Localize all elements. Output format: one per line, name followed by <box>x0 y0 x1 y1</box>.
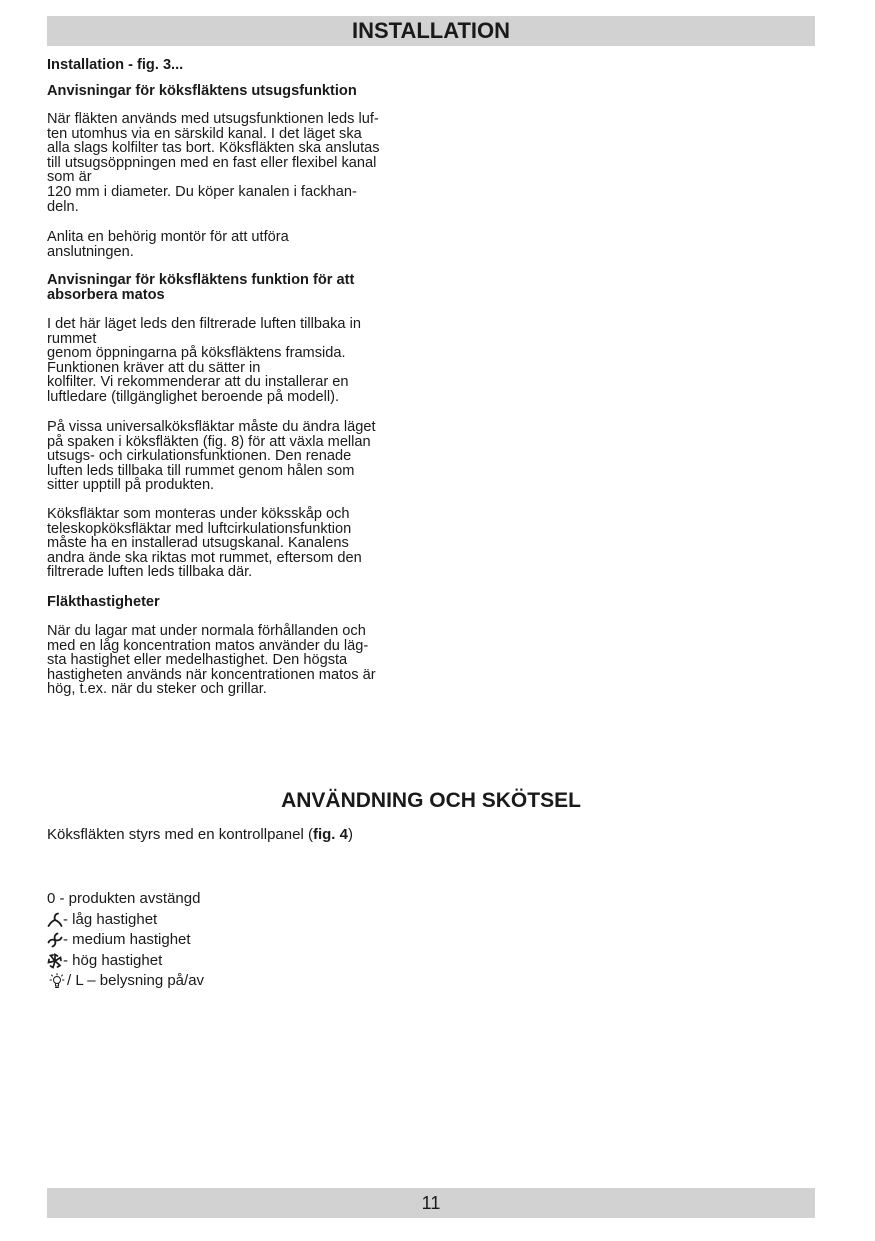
header-banner <box>47 16 815 46</box>
telescopic-hood-paragraph <box>47 507 422 580</box>
page-number: 11 <box>421 1193 441 1213</box>
legend-item-off <box>47 889 204 910</box>
text-line: När du lagar mat under normala förhållanden och <box>47 623 366 639</box>
text-line: 120 mm i diameter. Du köper kanalen i fackhan- <box>47 183 357 200</box>
legend-label-low: - låg hastighet <box>63 910 158 928</box>
fitter-paragraph <box>47 230 422 259</box>
fan-low-icon <box>47 912 63 928</box>
text-line: utsugs- och cirkulationsfunktionen. Den renade <box>47 448 352 465</box>
text-line: som är <box>47 169 92 186</box>
text-line: I det här läget leds den filtrerade luften tillbaka in <box>47 316 361 332</box>
heading-line: absorbera matos <box>47 286 165 303</box>
usage-heading: ANVÄNDNING OCH SKÖTSEL <box>281 789 581 812</box>
fan-speeds-heading: Fläkthastigheter <box>47 594 160 610</box>
exhaust-heading: Anvisningar för köksfläktens utsugsfunktion <box>47 83 357 99</box>
intro-text: Köksfläkten styrs med en kontrollpanel ( <box>47 826 313 843</box>
text-line: luften leds tillbaka till rummet genom hålen som <box>47 462 355 479</box>
intro-text-end: ) <box>347 826 353 843</box>
fan-speeds-paragraph <box>47 624 422 697</box>
legend-item-high <box>47 951 204 972</box>
recirculation-paragraph <box>47 317 422 405</box>
fan-high-icon <box>47 953 63 969</box>
legend-label-medium: - medium hastighet <box>63 931 191 948</box>
text-line: på spaken i köksfläkten (fig. 8) för att växla mellan <box>47 433 371 450</box>
heading-line: Anvisningar för köksfläktens funktion för att <box>47 272 355 288</box>
recirculation-heading <box>47 273 422 302</box>
usage-intro <box>47 827 353 843</box>
text-line: På vissa universalköksfläktar måste du ändra läget <box>47 419 376 435</box>
control-panel-legend <box>47 889 204 992</box>
legend-label-light: / L – belysning på/av <box>67 972 205 989</box>
text-line: Köksfläktar som monteras under köksskåp och <box>47 506 350 522</box>
text-line: deln. <box>47 198 79 215</box>
text-line: genom öppningarna på köksfläktens framsida. <box>47 345 346 362</box>
text-line: hastigheten används när koncentrationen matos är <box>47 666 376 683</box>
text-line: sitter upptill på produkten. <box>47 477 215 494</box>
text-line: andra ände ska riktas mot rummet, eftersom den <box>47 549 362 566</box>
legend-item-medium <box>47 930 204 951</box>
text-line: till utsugsöppningen med en fast eller flexibel kanal <box>47 154 377 171</box>
text-line: filtrerade luften leds tillbaka där. <box>47 564 253 581</box>
legend-item-light <box>47 971 204 992</box>
text-line: När fläkten används med utsugsfunktionen leds luf- <box>47 111 379 127</box>
text-line: rummet <box>47 330 97 347</box>
text-line: ten utomhus via en särskild kanal. I det läget ska <box>47 125 362 142</box>
text-line: hög, t.ex. när du steker och grillar. <box>47 681 267 698</box>
fan-medium-icon <box>47 932 63 948</box>
text-line: Anlita en behörig montör för att utföra <box>47 229 289 245</box>
text-line: kolfilter. Vi rekommenderar att du installerar en <box>47 374 349 391</box>
legend-label-high: - hög hastighet <box>63 951 163 969</box>
exhaust-paragraph <box>47 112 422 214</box>
installation-fig-heading: Installation - fig. 3... <box>47 57 184 73</box>
footer-banner <box>47 1188 815 1218</box>
text-line: måste ha en installerad utsugskanal. Kanalens <box>47 535 349 552</box>
light-bulb-icon <box>47 973 67 989</box>
text-line: luftledare (tillgänglighet beroende på modell). <box>47 388 340 405</box>
text-line: sta hastighet eller medelhastighet. Den högsta <box>47 652 348 669</box>
text-line: alla slags kolfilter tas bort. Köksfläkten ska anslutas <box>47 140 380 157</box>
figure-reference: fig. 4 <box>312 826 348 843</box>
legend-item-low <box>47 910 204 931</box>
text-line: anslutningen. <box>47 243 134 260</box>
text-line: med en låg koncentration matos använder du läg- <box>47 637 369 654</box>
legend-label-off: 0 - produkten avstängd <box>47 890 201 907</box>
text-line: teleskopköksfläktar med luftcirkulationsfunktion <box>47 520 352 537</box>
text-line: Funktionen kräver att du sätter in <box>47 359 261 376</box>
page-title: INSTALLATION <box>351 18 511 43</box>
universal-hood-paragraph <box>47 420 422 493</box>
